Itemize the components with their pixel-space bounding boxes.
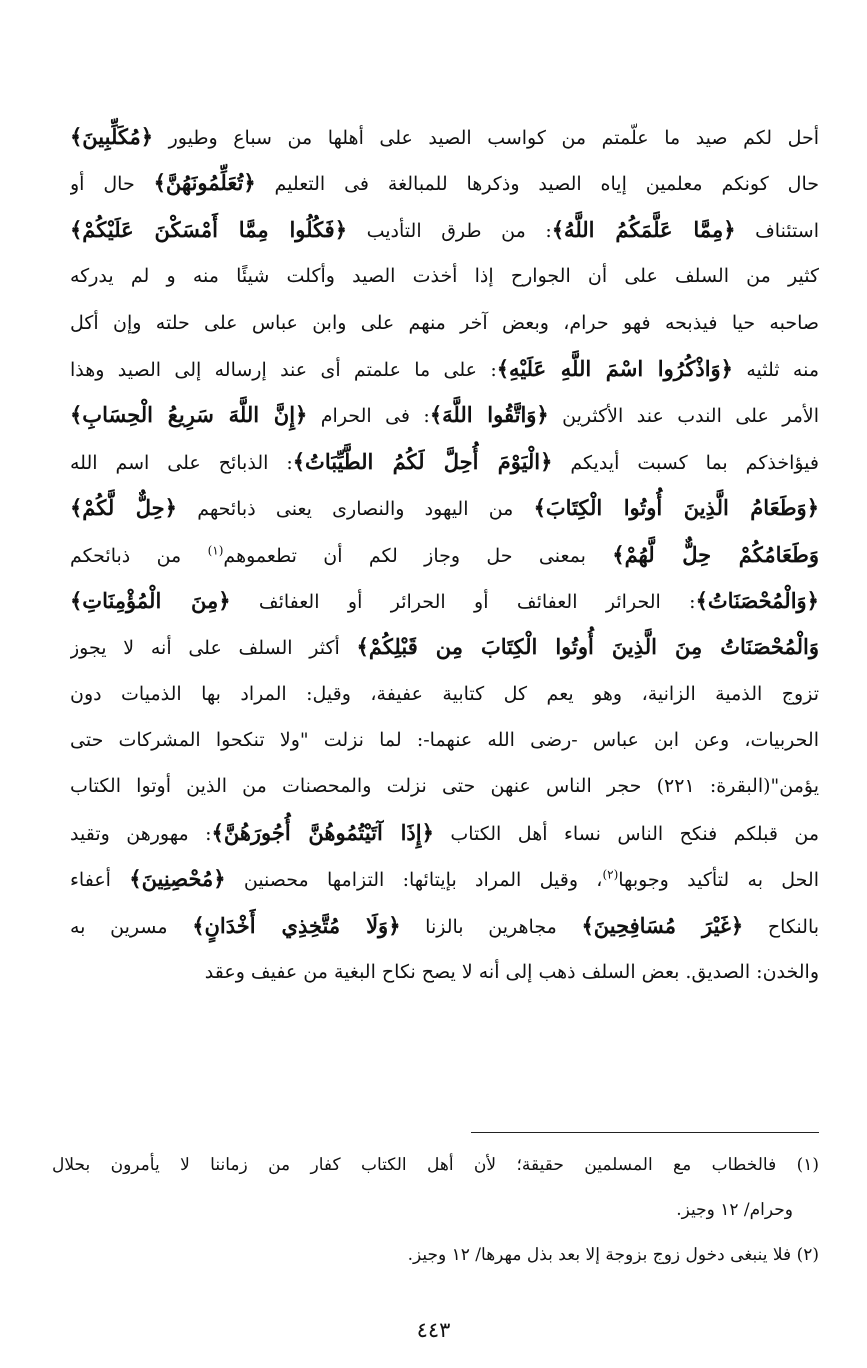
quran-quote: ﴿وَالْمُحْصَنَاتُ﴾	[695, 587, 819, 613]
quran-quote: ﴿تُعَلِّمُونَهُنَّ﴾	[153, 170, 256, 196]
text-line-16: من قبلكم فنكح الناس نساء أهل الكتاب ﴿إِذَا آتَيْتُمُوهُنَّ أُجُورَهُنَّ﴾: مهورهن وتقيد	[70, 819, 819, 845]
footnote-2: (٢) فلا ينبغى دخول زوج بزوجة إلا بعد بذل مهرها/ ١٢ وجيز.	[407, 1245, 819, 1265]
quran-quote: ﴿غَيْرَ مُسَافِحِينَ﴾	[581, 912, 744, 938]
footnote-1-continuation: وحرام/ ١٢ وجيز.	[676, 1200, 793, 1220]
quran-quote: ﴿وَاذْكُرُوا اسْمَ اللَّهِ عَلَيْهِ﴾	[496, 355, 733, 381]
quran-quote: وَطَعَامُكُمْ حِلٌّ لَّهُمْ﴾	[612, 541, 819, 567]
quran-quote: ﴿إِذَا آتَيْتُمُوهُنَّ أُجُورَهُنَّ﴾	[211, 819, 434, 845]
quran-quote: ﴿مُحْصِنِينَ﴾	[129, 866, 226, 892]
text-line-18: بالنكاح ﴿غَيْرَ مُسَافِحِينَ﴾ مجاهرين بالزنا ﴿وَلَا مُتَّخِذِي أَخْدَانٍ﴾ مسرين به	[70, 912, 819, 938]
text-line-6: منه ثلثيه ﴿وَاذْكُرُوا اسْمَ اللَّهِ عَلَيْهِ﴾: على ما علمتم أى عند إرساله إلى الصيد وهذا	[70, 355, 819, 381]
text-line-14: الحربيات، وعن ابن عباس -رضى الله عنهما-: لما نزلت "ولا تنكحوا المشركات حتى	[70, 729, 819, 752]
text-line-1: أحل لكم صيد ما علّمتم من كواسب الصيد على أهلها من سباع وطيور ﴿مُكَلِّبِينَ﴾	[70, 124, 819, 149]
footnote-divider	[471, 1132, 819, 1133]
text-line-19: والخدن: الصديق. بعض السلف ذهب إلى أنه لا يصح نكاح البغية من عفيف وعقد	[204, 961, 819, 984]
text-line-9: ﴿وَطَعَامُ الَّذِينَ أُوتُوا الْكِتَابَ﴾ من اليهود والنصارى يعنى ذبائحهم ﴿حِلٌّ لَّكُمْ﴾	[70, 495, 819, 521]
text-line-8: فيؤاخذكم بما كسبت أيديكم ﴿الْيَوْمَ أُحِلَّ لَكُمُ الطَّيِّبَاتُ﴾: الذبائح على اسم الله	[70, 448, 819, 474]
text-line-10: وَطَعَامُكُمْ حِلٌّ لَّهُمْ﴾ بمعنى حل وجاز لكم أن تطعموهم$^{(١)}$ من ذبائحكم	[70, 541, 819, 567]
quran-quote: ﴿وَلَا مُتَّخِذِي أَخْدَانٍ﴾	[192, 912, 401, 938]
quran-quote: ﴿مُكَلِّبِينَ﴾	[70, 124, 154, 149]
quran-quote: ﴿الْيَوْمَ أُحِلَّ لَكُمُ الطَّيِّبَاتُ﴾	[292, 448, 553, 474]
text-line-13: تزوج الذمية الزانية، وهو يعم كل كتابية عفيفة، وقيل: المراد بها الذميات دون	[70, 682, 819, 705]
text-line-17: الحل به لتأكيد وجوبها$^{(٢)}$، وقيل المراد بإيتائها: التزامها محصنين ﴿مُحْصِنِينَ﴾ أعفاء	[70, 866, 819, 892]
text-line-12: وَالْمُحْصَنَاتُ مِنَ الَّذِينَ أُوتُوا الْكِتَابَ مِن قَبْلِكُمْ﴾ أكثر السلف على أنه لا يجوز	[70, 634, 819, 660]
text-line-7: الأمر على الندب عند الأكثرين ﴿وَاتَّقُوا اللَّهَ﴾: فى الحرام ﴿إِنَّ اللَّهَ سَرِيعُ الْحِسَابِ﴾	[70, 402, 819, 428]
quran-quote: ﴿مِنَ الْمُؤْمِنَاتِ﴾	[70, 587, 231, 613]
quran-quote: ﴿إِنَّ اللَّهَ سَرِيعُ الْحِسَابِ﴾	[70, 402, 308, 428]
quran-quote: ﴿مِمَّا عَلَّمَكُمُ اللَّهُ﴾	[551, 216, 736, 242]
quran-quote: وَالْمُحْصَنَاتُ مِنَ الَّذِينَ أُوتُوا الْكِتَابَ مِن قَبْلِكُمْ﴾	[356, 634, 819, 660]
quran-quote: ﴿وَاتَّقُوا اللَّهَ﴾	[429, 402, 549, 428]
text-line-4: كثير من السلف على أن الجوارح إذا أخذت الصيد وأكلت شيئًا منه و لم يدركه	[70, 265, 819, 288]
text-line-11: ﴿وَالْمُحْصَنَاتُ﴾: الحرائر العفائف أو الحرائر أو العفائف ﴿مِنَ الْمُؤْمِنَاتِ﴾	[70, 587, 819, 613]
footnote-1: (١) فالخطاب مع المسلمين حقيقة؛ لأن أهل الكتاب كفار من زماننا لا يأمرون بحلال	[52, 1155, 819, 1175]
footnote-ref-2: (٢)	[602, 867, 619, 882]
page-number: ٤٤٣	[416, 1318, 451, 1342]
text-line-5: صاحبه حيا فيذبحه فهو حرام، وبعض آخر منهم على وابن عباس على حلته وإن أكل	[70, 311, 819, 334]
text-line-2: حال كونكم معلمين إياه الصيد وذكرها للمبالغة فى التعليم ﴿تُعَلِّمُونَهُنَّ﴾ حال أو	[70, 170, 819, 196]
body-text	[70, 114, 819, 995]
quran-quote: ﴿حِلٌّ لَّكُمْ﴾	[70, 495, 177, 521]
text-line-15: يؤمن"(البقرة: ٢٢١) حجر الناس عنهن حتى نزلت والمحصنات من الذين أوتوا الكتاب	[70, 775, 819, 798]
quran-quote: ﴿وَطَعَامُ الَّذِينَ أُوتُوا الْكِتَابَ﴾	[533, 495, 819, 521]
text-line-3: استئناف ﴿مِمَّا عَلَّمَكُمُ اللَّهُ﴾: من طرق التأديب ﴿فَكُلُوا مِمَّا أَمْسَكْنَ عَلَيْكُمْ﴾	[70, 216, 819, 242]
quran-quote: ﴿فَكُلُوا مِمَّا أَمْسَكْنَ عَلَيْكُمْ﴾	[70, 216, 348, 242]
footnote-ref-1: (١)	[207, 543, 224, 558]
footnotes	[52, 1143, 819, 1278]
